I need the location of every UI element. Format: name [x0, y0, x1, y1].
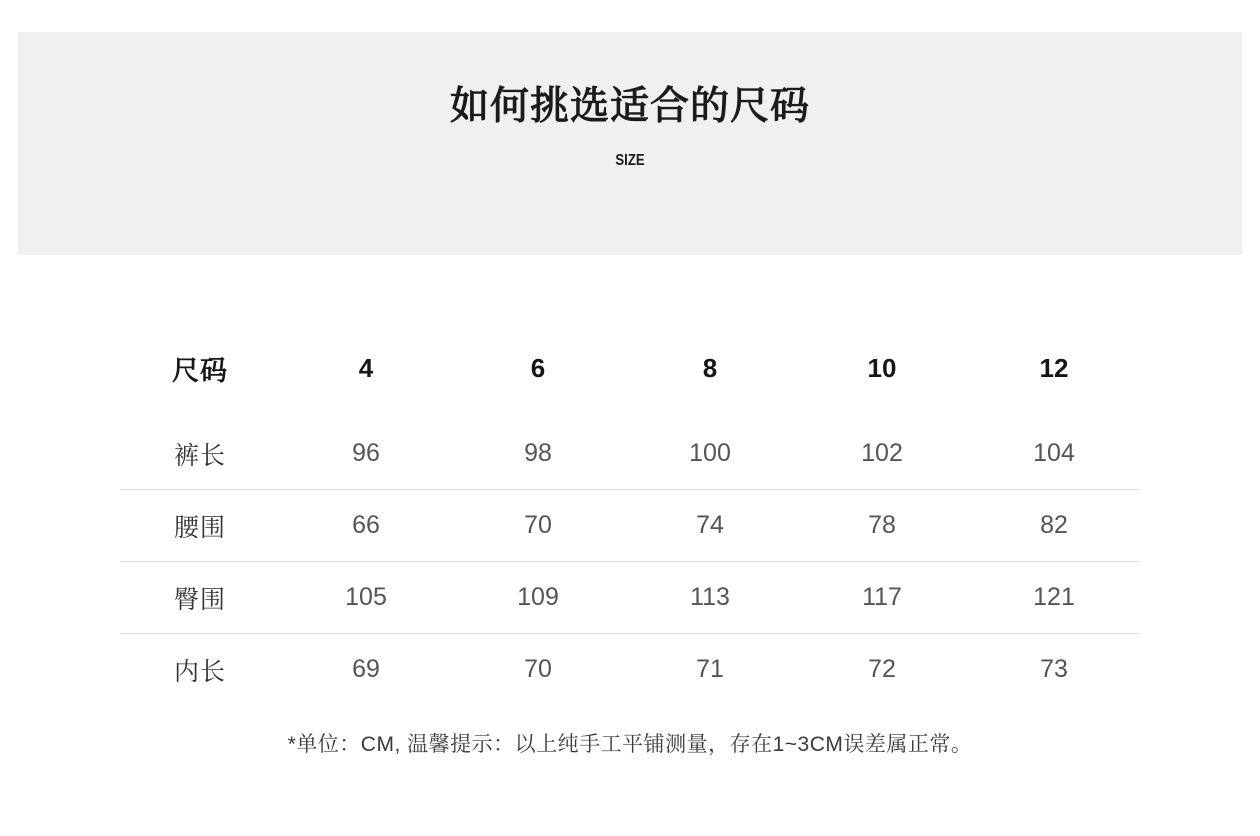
- cell-pant-length-4: 96: [352, 439, 380, 467]
- cell-pant-length-12: 104: [1033, 439, 1075, 467]
- measure-label-inseam: 内长: [173, 657, 226, 686]
- cell-pant-length-6: 98: [524, 439, 552, 467]
- cell-waist-4: 66: [352, 511, 380, 539]
- cell-waist-10: 78: [868, 511, 896, 539]
- size-header-6: 6: [530, 352, 546, 383]
- size-header-4: 4: [358, 352, 374, 383]
- measure-label-pant-length: 裤长: [173, 441, 226, 470]
- cell-waist-8: 74: [696, 511, 724, 539]
- cell-inseam-6: 70: [524, 655, 552, 683]
- measure-label-waist: 腰围: [173, 513, 226, 542]
- size-table: [120, 318, 1140, 705]
- cell-pant-length-8: 100: [689, 439, 731, 467]
- cell-inseam-4: 69: [352, 655, 380, 683]
- size-table-body: [120, 418, 1140, 705]
- cell-hip-6: 109: [517, 583, 559, 611]
- cell-waist-6: 70: [524, 511, 552, 539]
- size-table-header: [120, 318, 1140, 418]
- cell-waist-12: 82: [1040, 511, 1068, 539]
- page-subtitle: SIZE: [615, 152, 645, 169]
- page-title: 如何挑选适合的尺码: [449, 85, 810, 128]
- size-header-8: 8: [702, 352, 718, 383]
- size-header-12: 12: [1039, 352, 1069, 383]
- table-row: [120, 490, 1140, 562]
- cell-hip-8: 113: [690, 583, 730, 611]
- cell-pant-length-10: 102: [861, 439, 903, 467]
- cell-inseam-8: 71: [696, 655, 724, 683]
- size-header-10: 10: [867, 352, 897, 383]
- table-row: [120, 562, 1140, 634]
- cell-hip-4: 105: [345, 583, 387, 611]
- cell-hip-12: 121: [1033, 583, 1075, 611]
- size-guide-banner: [18, 32, 1242, 255]
- table-row: [120, 418, 1140, 490]
- measure-label-hip: 臀围: [173, 585, 226, 614]
- size-table-container: [120, 318, 1140, 705]
- table-row: [120, 634, 1140, 706]
- table-header-row: [120, 318, 1140, 418]
- cell-hip-10: 117: [862, 583, 902, 611]
- cell-inseam-12: 73: [1040, 655, 1068, 683]
- cell-inseam-10: 72: [868, 655, 896, 683]
- size-table-corner-label: 尺码: [172, 355, 228, 386]
- measurement-footnote: *单位：CM, 温馨提示：以上纯手工平铺测量，存在1~3CM误差属正常。: [287, 733, 973, 756]
